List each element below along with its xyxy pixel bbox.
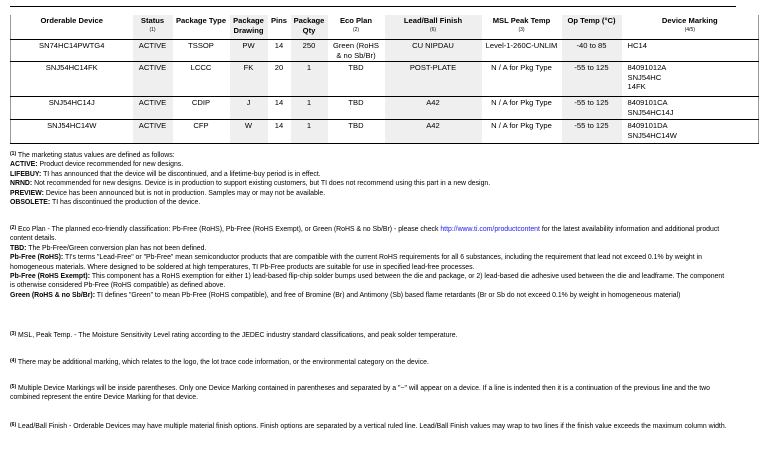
definition-term: Green (RoHS & no Sb/Br): xyxy=(10,291,95,299)
definition-text: Product device recommended for new designs. xyxy=(39,161,184,169)
cell-marking xyxy=(622,97,759,120)
cell-qty: 250 xyxy=(291,40,328,62)
cell-drawing: PW xyxy=(230,40,268,62)
definition-item xyxy=(10,253,730,272)
cell-device: SNJ54HC14FK xyxy=(11,62,133,97)
cell-op-temp: -55 to 125 xyxy=(562,62,622,97)
cell-device: SNJ54HC14J xyxy=(11,97,133,120)
footnote-5 xyxy=(10,384,730,403)
cell-finish: POST-PLATE xyxy=(385,62,482,97)
footnote-mark: (5) xyxy=(10,384,17,390)
definition-item xyxy=(10,179,730,188)
table-header-row xyxy=(11,15,759,40)
cell-msl: N / A for Pkg Type xyxy=(482,97,562,120)
cell-device: SNJ54HC14W xyxy=(11,120,133,144)
marking-line: SNJ54HC14J xyxy=(627,107,674,117)
cell-pins: 14 xyxy=(268,40,291,62)
definition-text: TI's terms "Lead-Free" or "Pb-Free" mean semiconductor products that are compatible with the current RoHS requirements for all 6 substances, including the requirement that lead not exceed 0.1% by weight in homogeneous materials. Where designed to be soldered at high temperatures, TI Pb-Free products are suitable for use in specified lead-free processes. xyxy=(10,254,702,271)
cell-pkg-type: CFP xyxy=(173,120,230,144)
cell-marking xyxy=(622,120,759,144)
cell-pins: 14 xyxy=(268,97,291,120)
marking-line: HC14 xyxy=(627,41,647,50)
footnote-1 xyxy=(10,151,730,207)
footnote-2 xyxy=(10,225,730,300)
definition-term: ACTIVE: xyxy=(10,161,38,169)
cell-msl: N / A for Pkg Type xyxy=(482,62,562,97)
column-header xyxy=(622,15,759,40)
definition-term: NRND: xyxy=(10,180,33,188)
definition-text: This component has a RoHS exemption for either 1) lead-based flip-chip solder bumps used between the die and package, or 2) lead-based die adhesive used between the die and leadframe. The component is otherwise considered Pb-Free (RoHS compatible) as defined above. xyxy=(10,273,725,290)
definition-term: Pb-Free (RoHS): xyxy=(10,254,64,262)
cell-eco: TBD xyxy=(328,120,385,144)
table-row xyxy=(11,120,759,144)
table-row xyxy=(11,40,759,62)
definition-item xyxy=(10,291,730,300)
column-header-label: Orderable Device xyxy=(40,16,103,25)
footnote-text: MSL, Peak Temp. - The Moisture Sensitivity Level rating according to the JEDEC industry standard classifications, and peak solder temperature. xyxy=(18,332,458,339)
cell-device: SN74HC14PWTG4 xyxy=(11,40,133,62)
cell-pkg-type: LCCC xyxy=(173,62,230,97)
marking-line: SNJ54HC xyxy=(627,72,662,82)
cell-status: ACTIVE xyxy=(133,120,173,144)
marking-line: 8409101CA xyxy=(627,98,668,107)
definition-item xyxy=(10,170,730,179)
footnote-3 xyxy=(10,331,730,340)
column-header-note: (4/5) xyxy=(684,26,695,33)
definition-term: TBD: xyxy=(10,244,27,252)
column-header xyxy=(291,15,328,40)
cell-pkg-type: CDIP xyxy=(173,97,230,120)
column-header xyxy=(133,15,173,40)
definition-item xyxy=(10,160,730,169)
cell-drawing: W xyxy=(230,120,268,144)
package-option-table xyxy=(10,15,759,144)
definition-text: TI has announced that the device will be discontinued, and a lifetime-buy period is in effect. xyxy=(43,170,321,178)
definition-text: TI has discontinued the production of the device. xyxy=(52,199,201,207)
cell-pins: 20 xyxy=(268,62,291,97)
cell-qty: 1 xyxy=(291,62,328,97)
column-header-note: (3) xyxy=(518,26,525,33)
definition-term: LIFEBUY: xyxy=(10,170,42,178)
footnote-4 xyxy=(10,358,730,367)
footnote-mark: (4) xyxy=(10,358,17,364)
cell-qty: 1 xyxy=(291,97,328,120)
footnote-text: Lead/Ball Finish - Orderable Devices may have multiple material finish options. Finish options are separated by a vertical ruled line. Lead/Ball Finish values may wrap to two lines if the finish value exceeds the maximum column width. xyxy=(18,423,727,430)
definition-term: Pb-Free (RoHS Exempt): xyxy=(10,273,91,281)
column-header-note: (1) xyxy=(149,26,156,33)
marking-line: 8409101DA xyxy=(627,121,668,130)
cell-finish: A42 xyxy=(385,97,482,120)
footnote-text: for the latest availability information and additional product content details. xyxy=(10,226,720,243)
footnote-mark: (3) xyxy=(10,331,17,337)
footnote-mark: (2) xyxy=(10,225,17,231)
column-header-label: Pins xyxy=(270,16,288,25)
column-header-label: MSL Peak Temp xyxy=(492,16,551,25)
footnote-text: There may be additional marking, which relates to the logo, the lot trace code information, or the environmental category on the device. xyxy=(17,359,429,366)
marking-line: SNJ54HC14W xyxy=(627,130,677,140)
column-header xyxy=(562,15,622,40)
cell-status: ACTIVE xyxy=(133,97,173,120)
cell-qty: 1 xyxy=(291,120,328,144)
definition-item xyxy=(10,198,730,207)
cell-op-temp: -55 to 125 xyxy=(562,97,622,120)
cell-eco: TBD xyxy=(328,62,385,97)
column-header xyxy=(11,15,133,40)
column-header xyxy=(230,15,268,40)
footnote-text: Multiple Device Markings will be inside parentheses. Only one Device Marking contained in parentheses and separated by a "~" will appear on a device. If a line is indented then it is a continuation of the previous line and the two combined represent the entire Device Marking for that device. xyxy=(10,385,710,402)
column-header-label: Package Drawing xyxy=(233,16,264,35)
footnote-text: The marketing status values are defined as follows: xyxy=(17,152,175,159)
table-row xyxy=(11,62,759,97)
column-header xyxy=(482,15,562,40)
definition-text: Not recommended for new designs. Device is in production to support existing customers, but TI does not recommend using this part in a new design. xyxy=(34,180,491,188)
definition-text: The Pb-Free/Green conversion plan has not been defined. xyxy=(28,244,207,252)
column-header xyxy=(328,15,385,40)
column-header xyxy=(173,15,230,40)
cell-status: ACTIVE xyxy=(133,40,173,62)
column-header-label: Op Temp (°C) xyxy=(567,16,616,25)
cell-op-temp: -40 to 85 xyxy=(562,40,622,62)
cell-marking xyxy=(622,40,759,62)
definition-term: PREVIEW: xyxy=(10,189,44,197)
marking-line: 84091012A xyxy=(627,63,667,72)
footnote-text: Eco Plan - The planned eco-friendly classification: Pb-Free (RoHS), Pb-Free (RoHS Exempt), or Green (RoHS & no Sb/Br) - please check xyxy=(18,226,439,233)
marking-line: 14FK xyxy=(627,82,646,91)
column-header xyxy=(268,15,291,40)
definition-item xyxy=(10,189,730,198)
cell-eco: Green (RoHS & no Sb/Br) xyxy=(328,40,385,62)
productcontent-link[interactable]: http://www.ti.com/productcontent xyxy=(440,226,540,233)
cell-drawing: FK xyxy=(230,62,268,97)
definition-text: Device has been announced but is not in production. Samples may or may not be available. xyxy=(45,189,326,197)
definition-item xyxy=(10,244,730,253)
cell-drawing: J xyxy=(230,97,268,120)
cell-pins: 14 xyxy=(268,120,291,144)
column-header xyxy=(385,15,482,40)
column-header-label: Lead/Ball Finish xyxy=(403,16,463,25)
column-header-label: Status xyxy=(140,16,165,25)
column-header-label: Package Qty xyxy=(293,16,325,35)
cell-status: ACTIVE xyxy=(133,62,173,97)
footnote-mark: (6) xyxy=(10,422,17,428)
table-row xyxy=(11,97,759,120)
cell-msl: Level-1-260C-UNLIM xyxy=(482,40,562,62)
column-header-note: (2) xyxy=(352,26,360,33)
footnote-6 xyxy=(10,422,730,431)
cell-pkg-type: TSSOP xyxy=(173,40,230,62)
cell-finish: CU NIPDAU xyxy=(385,40,482,62)
column-header-label: Package Type xyxy=(175,16,227,25)
definition-item xyxy=(10,272,730,291)
column-header-note: (6) xyxy=(429,26,437,33)
definition-term: OBSOLETE: xyxy=(10,199,51,207)
cell-op-temp: -55 to 125 xyxy=(562,120,622,144)
definition-text: TI defines "Green" to mean Pb-Free (RoHS compatible), and free of Bromine (Br) and Antimony (Sb) based flame retardants (Br or Sb do not exceed 0.1% by weight in homogeneous material) xyxy=(96,291,681,299)
footnote-mark: (1) xyxy=(10,151,17,157)
column-header-label: Eco Plan xyxy=(339,16,373,25)
column-header-label: Device Marking xyxy=(661,16,718,25)
cell-msl: N / A for Pkg Type xyxy=(482,120,562,144)
top-rule xyxy=(10,6,736,7)
cell-marking xyxy=(622,62,759,97)
cell-eco: TBD xyxy=(328,97,385,120)
cell-finish: A42 xyxy=(385,120,482,144)
